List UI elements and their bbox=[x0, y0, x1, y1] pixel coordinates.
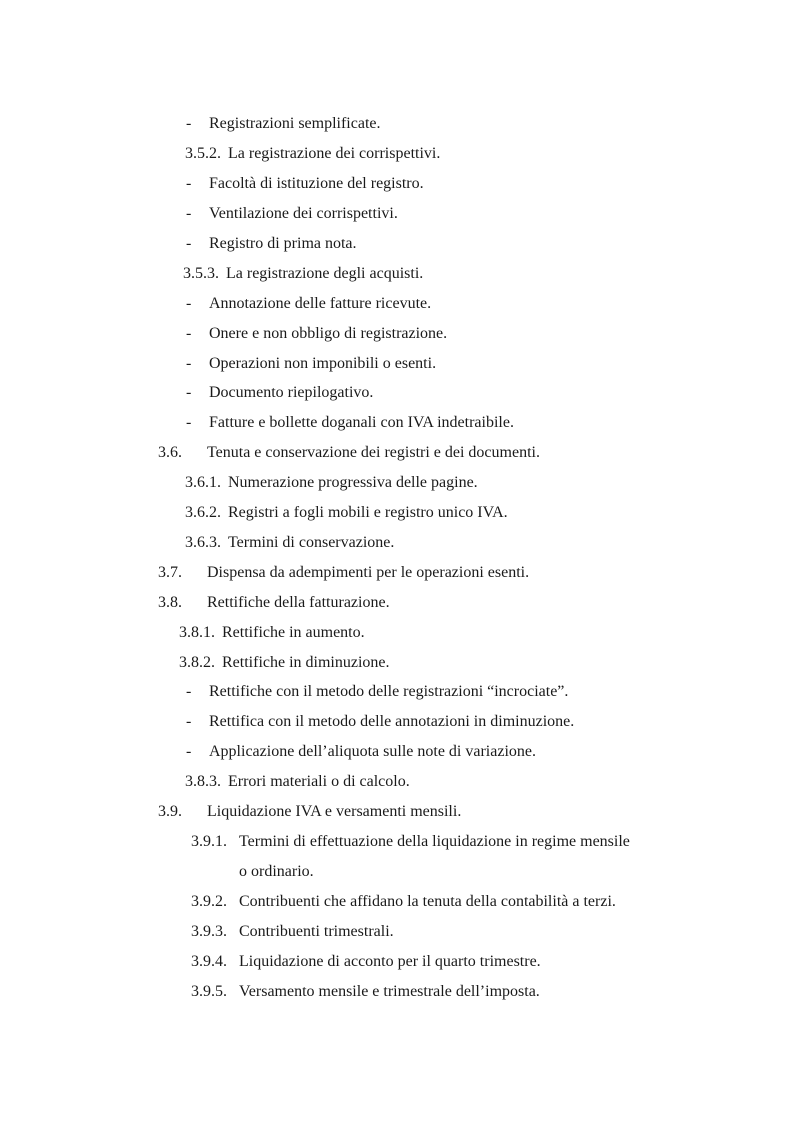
section-number: 3.8.3. bbox=[185, 773, 221, 790]
bullet-marker: - bbox=[186, 384, 192, 401]
toc-item-text: Registrazioni semplificate. bbox=[209, 115, 381, 132]
toc-item-text: Ventilazione dei corrispettivi. bbox=[209, 205, 398, 222]
bullet-marker: - bbox=[186, 175, 192, 192]
toc-item-text: La registrazione degli acquisti. bbox=[226, 265, 424, 282]
section-number: 3.7. bbox=[158, 564, 182, 581]
toc-item-text: Fatture e bollette doganali con IVA indetraibile. bbox=[209, 414, 514, 431]
section-number: 3.8.1. bbox=[179, 624, 215, 641]
bullet-marker: - bbox=[186, 683, 192, 700]
toc-item-text: Applicazione dell’aliquota sulle note di variazione. bbox=[209, 743, 536, 760]
toc-item-text: Operazioni non imponibili o esenti. bbox=[209, 355, 437, 372]
toc-item-text: Rettifiche della fatturazione. bbox=[207, 594, 390, 611]
section-number: 3.9.1. bbox=[191, 833, 227, 850]
bullet-marker: - bbox=[186, 743, 192, 760]
toc-item-text: Termini di conservazione. bbox=[228, 534, 395, 551]
section-number: 3.6.2. bbox=[185, 504, 221, 521]
bullet-marker: - bbox=[186, 235, 192, 252]
toc-item-text: Registro di prima nota. bbox=[209, 235, 357, 252]
toc-item-text: Termini di effettuazione della liquidazione in regime mensile bbox=[239, 833, 630, 850]
toc-item-text: Documento riepilogativo. bbox=[209, 384, 374, 401]
section-number: 3.5.2. bbox=[185, 145, 221, 162]
toc-item-text: Tenuta e conservazione dei registri e dei documenti. bbox=[207, 444, 540, 461]
toc-item-text: Liquidazione di acconto per il quarto trimestre. bbox=[239, 953, 541, 970]
toc-item-text: Rettifiche in aumento. bbox=[222, 624, 365, 641]
toc-item-text: La registrazione dei corrispettivi. bbox=[228, 145, 441, 162]
toc-item-text: Registri a fogli mobili e registro unico IVA. bbox=[228, 504, 508, 521]
section-number: 3.9.2. bbox=[191, 893, 227, 910]
bullet-marker: - bbox=[186, 295, 192, 312]
toc-item-text: Liquidazione IVA e versamenti mensili. bbox=[207, 803, 462, 820]
toc-item-text: Dispensa da adempimenti per le operazioni esenti. bbox=[207, 564, 530, 581]
toc-item-text: o ordinario. bbox=[239, 863, 314, 880]
toc-item-text: Versamento mensile e trimestrale dell’imposta. bbox=[239, 983, 540, 1000]
section-number: 3.9. bbox=[158, 803, 182, 820]
toc-item-text: Contribuenti che affidano la tenuta della contabilità a terzi. bbox=[239, 893, 616, 910]
section-number: 3.6.3. bbox=[185, 534, 221, 551]
section-number: 3.6. bbox=[158, 444, 182, 461]
section-number: 3.5.3. bbox=[183, 265, 219, 282]
toc-item-text: Facoltà di istituzione del registro. bbox=[209, 175, 424, 192]
toc-item-text: Rettifica con il metodo delle annotazioni in diminuzione. bbox=[209, 713, 575, 730]
section-number: 3.9.4. bbox=[191, 953, 227, 970]
toc-item-text: Rettifiche in diminuzione. bbox=[222, 654, 390, 671]
bullet-marker: - bbox=[186, 115, 192, 132]
bullet-marker: - bbox=[186, 205, 192, 222]
section-number: 3.8.2. bbox=[179, 654, 215, 671]
section-number: 3.9.3. bbox=[191, 923, 227, 940]
section-number: 3.9.5. bbox=[191, 983, 227, 1000]
bullet-marker: - bbox=[186, 355, 192, 372]
toc-item-text: Rettifiche con il metodo delle registrazioni “incrociate”. bbox=[209, 683, 569, 700]
bullet-marker: - bbox=[186, 414, 192, 431]
toc-item-text: Errori materiali o di calcolo. bbox=[228, 773, 410, 790]
toc-item-text: Contribuenti trimestrali. bbox=[239, 923, 394, 940]
toc-item-text: Numerazione progressiva delle pagine. bbox=[228, 474, 478, 491]
section-number: 3.6.1. bbox=[185, 474, 221, 491]
bullet-marker: - bbox=[186, 325, 192, 342]
bullet-marker: - bbox=[186, 713, 192, 730]
toc-item-text: Annotazione delle fatture ricevute. bbox=[209, 295, 432, 312]
toc-item-text: Onere e non obbligo di registrazione. bbox=[209, 325, 448, 342]
section-number: 3.8. bbox=[158, 594, 182, 611]
